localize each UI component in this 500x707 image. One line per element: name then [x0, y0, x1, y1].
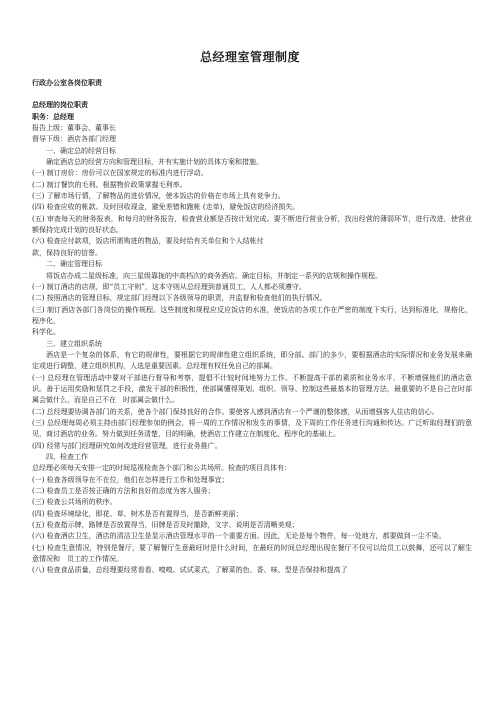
paragraph: (三) 总经理每周必须主持由部门经理参加的例会，将一周的工作情况和发生的事情，及下周的工作任务进行沟通和传达。广泛听取经理们的意见，商讨酒店的业务。努力做到任务清楚，目的明确，使酒店工作建立在制度化、程序化的基础上。 — [32, 418, 472, 439]
paragraph: (二) 检查员工是否按正确的方法和良好的态度为客人服务； — [32, 487, 215, 496]
paragraph: (三) 制订酒店各部门各岗位的操作规程。这些制度和规程应反应饭店的水准，使饭店的各项工作在严密的制度下实行，达到标准化，规格化，程序化， — [32, 305, 472, 325]
paragraph: (三) 检查公共场所的秩序。 — [32, 498, 117, 507]
paragraph: (八) 检查食品质量，总经理要经常看看、嗅嗅、试试菜式，了解菜的色、香、味、型是否保持和提高了 — [32, 566, 348, 575]
paragraph: (一) 检查各级领导在不在位，他们在怎样进行工作和处理事宜； — [32, 475, 229, 484]
paragraph: 总经理必须每天安排一定的时间巡视检查各个部门和公共场所。检查的项目具体有： — [32, 464, 291, 473]
paragraph: 科学化。 — [32, 328, 60, 337]
section-heading: 总经理的岗位职责 — [32, 101, 88, 110]
paragraph: (一) 制订酒店的店规，即“员工守则”，这本守则从总经理到普通员工，人人都必须遵守。 — [32, 282, 306, 291]
paragraph: (三) 了解市场行情，了解物品的进价情况，使本饭店的价格在市场上具有竞争力。 — [32, 192, 285, 201]
paragraph: (一) 总经理在管理活动中要对干部进行督导和考察，提倡不计较时间地努力工作。不断提高干部的素质和业务水平，不断增强他们的酒店意识。善于运用奖励和惩罚之手段，激发干部的积极性，使部属懂得策划、组织、领导、控制这些最基本的管理方法，最重要的不是自己在时部属会做什么，而是自己不在 时部属会做什么。 — [32, 373, 472, 405]
paragraph: (二) 按照酒店的管理目标，规定部门经理以下各级领导的职责，并监督和检查他们的执行情况。 — [32, 294, 327, 303]
paragraph: 三、建立组织系统 — [46, 339, 102, 348]
paragraph: 一、确定总的经营目标 — [46, 146, 116, 155]
paragraph: 确定酒店总的经营方向和管理目标，并有实施计划的具体方案和措施。 — [46, 158, 263, 167]
paragraph: (六) 检查酒店卫生，酒店的清洁卫生是显示酒店管理水平的一个重要方面。因此，无论是每个物件，每一处地方，都要做到一尘不染。 — [32, 532, 446, 541]
paragraph: (六) 检查应付款项，饭店所需购进的物品，要及时给有关单位和个人结帐付 — [32, 237, 264, 246]
paragraph: (二) 制订餐饮的毛利。根据物价政策掌握毛利率。 — [32, 180, 187, 189]
paragraph: (五) 审查每天的财务报表，和每月的财务报告，检查营业额是否按计划完成。要不断进行营业分析，找出经营的薄弱环节，进行改进，使营业额保持完成计划的良好状态。 — [32, 214, 472, 235]
paragraph: (一) 制订房价：房价可以在国家规定的标准内进行浮动。 — [32, 169, 208, 178]
paragraph: (四) 经常与部门经理研究如何改进经营管理，进行业务推广。 — [32, 441, 222, 450]
paragraph: (二) 总经理要协调各部门的关系，使各个部门保持良好的合作。要使客人感到酒店有一个严谨的整体感，从而增强客人住店的信心。 — [32, 407, 439, 416]
report-to-line: 报告上级：董事会、董事长 — [32, 124, 116, 133]
paragraph: (七) 检查生意情况，特别是餐厅，要了解餐厅生意最旺时是什么时间，在最旺的时间总经理出现在餐厅不仅可以给员工以鼓舞，还可以了解生意情况和 员工的工作情况。 — [32, 543, 472, 564]
paragraph: (四) 检查应收的帐款。及时回收现金，避免差错和跑帐 (走单)，避免饭店的经济损失。 — [32, 203, 300, 212]
document-body — [32, 78, 472, 577]
paragraph: (五) 检查指示牌，路牌是否放置得当，旧牌是否及时撤除，文字、说明是否清晰美观； — [32, 521, 299, 530]
paragraph: 四、检查工作 — [46, 453, 88, 461]
paragraph: 将饭店办成二星级标准，向三星级靠拢的中高档次的商务酒店。确定目标，并制定一系列的店规和操作规程。 — [46, 271, 382, 280]
paragraph: 款，保持良好的信誉。 — [32, 248, 102, 257]
supervise-line: 督导下级：酒店各部门经理 — [32, 135, 116, 144]
paragraph: 二、确定管理目标 — [46, 260, 102, 269]
document-title: 总经理室管理制度 — [199, 50, 300, 64]
role-line: 职务：总经理 — [32, 112, 74, 121]
section-heading: 行政办公室各岗位职责 — [32, 79, 102, 87]
paragraph: 酒店是一个复杂的体系，有它的规律性，要根据它的规律性建立组织系统，即分部。部门的多少，要根据酒店的实际情况和业务发展来确定或进行调整，建立组织机构，人选是重要因素。总经理有权任免自己的部属。 — [32, 350, 472, 371]
paragraph: (四) 检查环境绿化，即花、草、树木是否有置得当，是否新鲜美丽； — [32, 509, 243, 518]
